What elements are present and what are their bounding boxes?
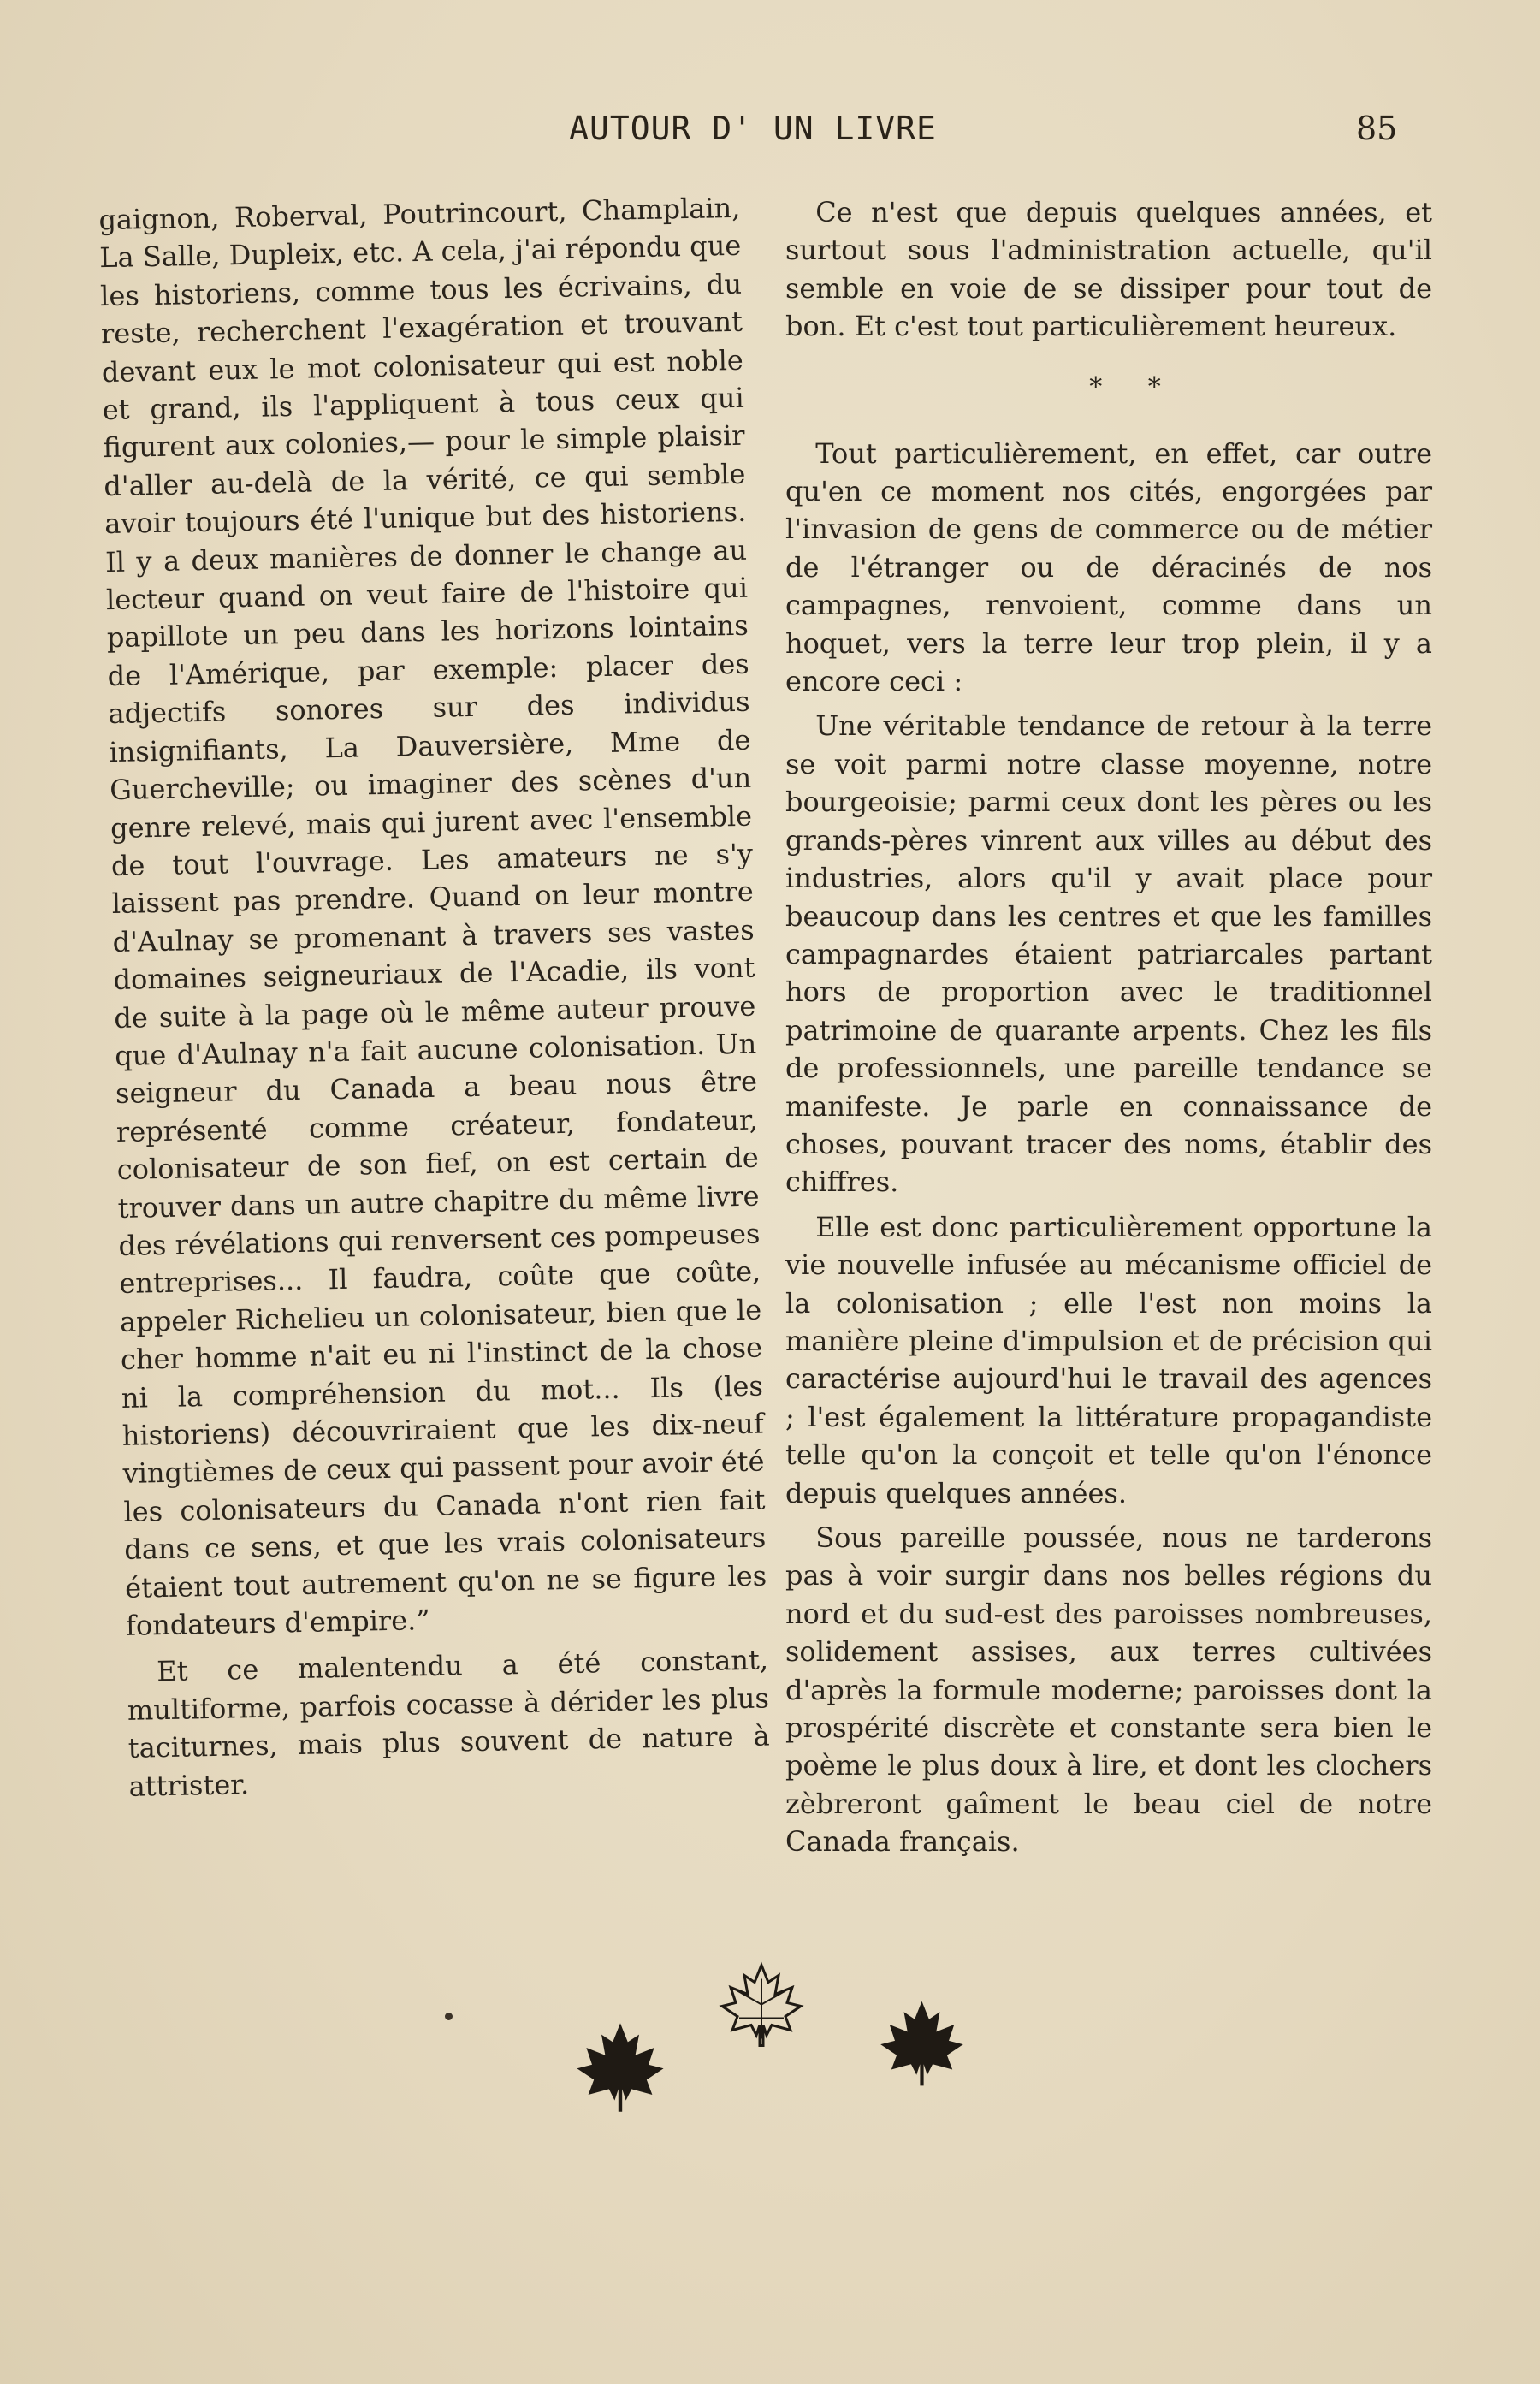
right-paragraph-3: Une véritable tendance de retour à la terre se voit parmi notre classe moyenne, notre bourgeoisie; parmi ceux dont les pères ou les grands-pères vinrent aux villes au début des industries, alors qu'il y avait place pour beaucoup dans les centres et que les familles campagnardes étaient patriarcales partant hors de proportion avec le traditionnel patrimoine de quarante arpents. Chez les fils de professionnels, une pareille tendance se manifeste. Je parle en connaissance de choses, pouvant tracer des noms, établir des chiffres.: [785, 709, 1432, 1199]
running-header-title: AUTOUR D' UN LIVRE: [569, 110, 937, 147]
right-paragraph-4: Elle est donc particulièrement opportune la vie nouvelle infusée au mécanisme officiel de la colonisation ; elle l'est non moins la manière pleine d'impulsion et de précision qui caractérise aujourd'hui le travail des agences ; l'est également la littérature propagandiste telle qu'on la conçoit et telle qu'on l'énonce depuis quelques années.: [785, 1210, 1432, 1509]
maple-leaf-icon: [719, 1960, 804, 2049]
maple-leaf-icon: [877, 1996, 967, 2090]
left-paragraph-2: Et ce malentendu a été constant, multiforme, parfois cocasse à dérider les plus taciturnes, mais plus souvent de nature à attrister.: [127, 1643, 771, 1803]
left-column: [98, 189, 771, 1806]
maple-leaf-icon: [573, 2019, 667, 2114]
end-ornament: [548, 1942, 992, 2114]
page-number: 85: [1356, 110, 1398, 147]
right-paragraph-5: Sous pareille poussée, nous ne tarderons pas à voir surgir dans nos belles régions du nord et du sud-est des paroisses nombreuses, solidement assises, aux terres cultivées d'après la formule moderne; paroisses dont la prospérité discrète et constante sera bien le poème le plus doux à lire, et dont les clochers zèbreront gaîment le beau ciel de notre Canada français.: [785, 1521, 1432, 1859]
right-paragraph-2: Tout particulièrement, en effet, car outre qu'en ce moment nos cités, engorgées par l'invasion de gens de commerce ou de métier de l'étranger ou de déracinés de nos campagnes, renvoient, comme dans un hoquet, vers la terre leur trop plein, il y a encore ceci :: [785, 436, 1432, 698]
right-paragraph-1: Ce n'est que depuis quelques années, et surtout sous l'administration actuelle, qu'il semble en voie de se dissiper pour tout de bon. Et c'est tout particulièrement heureux.: [785, 196, 1432, 343]
right-column: [785, 193, 1432, 1861]
ink-speck: [445, 2013, 453, 2020]
section-separator: * *: [1089, 371, 1180, 402]
left-paragraph-1: gaignon, Roberval, Poutrincourt, Champlain, La Salle, Dupleix, etc. A cela, j'ai répondu que les historiens, comme tous les écrivains, du reste, recherchent l'exagération et trouvant devant eux le mot colonisateur qui est noble et grand, ils l'appliquent à tous ceux qui figurent aux colonies,— pour le simple plaisir d'aller au-delà de la vérité, ce qui semble avoir toujours été l'unique but des historiens. Il y a deux manières de donner le change au lecteur quand on veut faire de l'histoire qui papillote un peu dans les horizons lointains de l'Amérique, par exemple: placer des adjectifs sonores sur des individus insignifiants, La Dauversière, Mme de Guercheville; ou imaginer des scènes d'un genre relevé, mais qui jurent avec l'ensemble de tout l'ouvrage. Les amateurs ne s'y laissent pas prendre. Quand on leur montre d'Aulnay se promenant à travers ses vastes domaines seigneuriaux de l'Acadie, ils vont de suite à la page où le même auteur prouve que d'Aulnay n'a fait aucune colonisation. Un seigneur du Canada a beau nous être représenté comme créateur, fondateur, colonisateur de son fief, on est certain de trouver dans un autre chapitre du même livre des révélations qui renversent ces pompeuses entreprises... Il faudra, coûte que coûte, appeler Richelieu un colonisateur, bien que le cher homme n'ait eu ni l'instinct de la chose ni la compréhension du mot... Ils (les historiens) découvriraient que les dix-neuf vingtièmes de ceux qui passent pour avoir été les colonisateurs du Canada n'ont rien fait dans ce sens, et que les vrais colonisateurs étaient tout autrement qu'on ne se figure les fondateurs d'empire.”: [98, 191, 767, 1642]
